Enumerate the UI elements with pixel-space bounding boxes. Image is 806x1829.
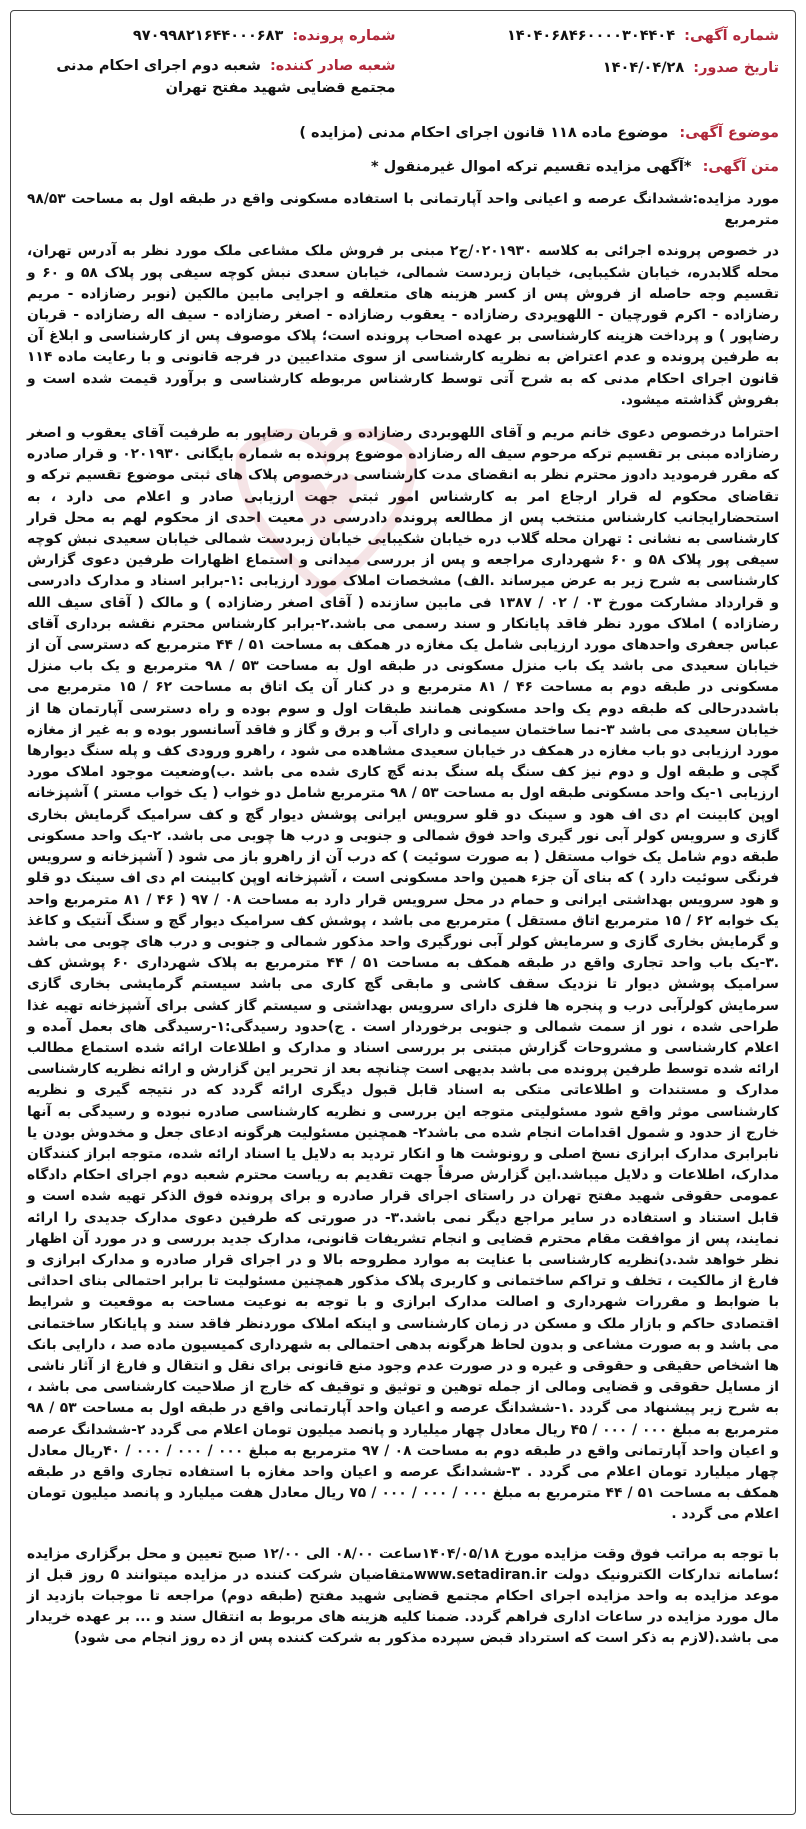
header-right-col [411,23,779,81]
file-number-value: ۹۷۰۹۹۸۲۱۶۴۴۰۰۰۶۸۳ [132,28,284,44]
paragraph-expert-report: احتراما درخصوص دعوی خانم مریم و آقای اللهوبردی رضازاده و قربان رضاپور به طرفیت آقای یعقوب و اصغر رضازاده مبنی بر تقسیم ترکه مرحوم سیف اله رضازاده موضوع پرونده به شماره بایگانی ۰۲۰۱۹۳۰ و قرار صادره که مقرر فرمودید دادوز محترم نظر به انقضای مدت کارشناسی درخصوص پلاک های ثبتی موضوع تقسیم ترکه و تقاضای محکوم له قرار ارجاع امر به کارشناس امور ثبتی جهت ارزیابی صادر و اعلام می دارد ، به استحضارایجانب کارشناس منتخب پس از مطالعه پرونده دادرسی در معیت احدی از محکوم لهم به محل قرار کارشناسی به نشانی : تهران محله گلاب دره خیابان شکیبایی خیابان زبردست شمالی خیابان سعیدی نبش کوچه سیفی پور پلاک ۵۸ و ۶۰ شهرداری مراجعه و پس از بررسی میدانی و استماع اظهارات طرفین دعوی گزارش کارشناسی به شرح زیر به عرض میرساند .الف) مشخصات املاک مورد ارزیابی :۱-برابر اسناد و مدارک دادرسی و قرارداد مشارکت مورخ ۰۳ / ۰۲ / ۱۳۸۷ فی مابین سازنده ( آقای اصغر رضازاده ) و مالک ( آقای سیف الله رضازاده ) املاک مورد نظر فاقد پایانکار و سند رسمی می باشد.۲-برابر کارشناس محترم نقشه برداری آقای عباس جعفری واحدهای مورد ارزیابی شامل یک مغازه در همکف به مساحت ۵۱ / ۴۴ مترمربع که دسترسی آن از خیابان سعیدی می باشد یک باب منزل مسکونی در طبقه اول به مساحت ۵۳ / ۹۸ مترمربع و یک باب منزل مسکونی در طبقه دوم به مساحت ۴۶ / ۸۱ مترمربع و در کنار آن یک اتاق به مساحت ۶۲ / ۱۵ مترمربع می باشددرحالی که طبقه دوم یک واحد مسکونی همانند طبقات اول و سوم بوده و راه دسترسی آپارتمان ها از خیابان سعیدی می باشد ۳-نما ساختمان سیمانی و دارای آب و برق و گاز و فاقد آسانسور بوده و به غیر از مغازه مورد ارزیابی دو باب مغازه در همکف در خیابان سعیدی مشاهده می شود ، راهرو ورودی کف و پله سنگ دیوارها گچی و طبقه اول و دوم نیز کف سنگ پله سنگ بدنه گچ کاری شده می باشد .ب)وضعیت موجود املاک مورد ارزیابی ۱-یک واحد مسکونی طبقه اول به مساحت ۵۳ / ۹۸ مترمربع شامل دو خواب ( یک خواب مستر ) آشپزخانه اوپن کابینت ام دی اف هود و سینک دو قلو سرویس ایرانی پوشش دیوار گچ و کف سرامیک گرمایش بخاری گازی و سرویس کولر آبی نور گیری واحد فوق شمالی و جنوبی و درب ها چوبی می باشد. ۲-یک واحد مسکونی طبقه دوم شامل یک خواب مستقل ( به صورت سوئیت ) که درب آن از راهرو باز می شود ( آشپزخانه و سرویس فرنگی سوئیت دارد ) که بنای آن جزء همین واحد مسکونی است ، آشپزخانه اوپن کابینت ام دی اف سینک دو قلو و هود سرویس بهداشتی ایرانی و حمام در محل سرویس قرار دارد به مساحت ۰۸ / ۹۷ ( ۴۶ / ۸۱ مترمربع واحد یک خوابه ۶۲ / ۱۵ مترمربع اتاق مستقل ) مترمربع می باشد ، پوشش کف سرامیک دیوار گچ و سنگ آنتیک و کاغذ و گرمایش بخاری گازی و سرمایش کولر آبی نورگیری واحد مذکور شمالی و جنوبی و درب های چوبی می باشد .۳-یک باب واحد تجاری واقع در طبقه همکف به مساحت ۵۱ / ۴۴ مترمربع به پلاک شهرداری ۶۰ پوشش کف سرامیک پوشش دیوار تا نزدیک سقف کاشی و مابقی گچ کاری می باشد سیستم گرمایشی بخاری گازی سرمایش کولرآبی درب و پنجره ها فلزی دارای سرویس بهداشتی و سیستم گاز کشی برای آشپزخانه تهیه غذا طراحی شده ، نور از سمت شمالی و جنوبی برخوردار است . ج)حدود رسیدگی:۱-رسیدگی های بعمل آمده و اعلام کارشناسی و مشروحات گزارش مبتنی بر بررسی اسناد و مدارک و اطلاعات ارائه شده استماع مطالب ارائه شده توسط طرفین پرونده می باشد بدیهی است چنانچه بعد از تحریر این گزارش و ارائه نظریه کارشناسی مدارک و مستندات و اطلاعاتی متکی به اسناد قابل قبول دیگری ارائه گردد که در نتیجه گیری و نظریه کارشناسی موثر واقع شود مسئولیتی متوجه این بررسی و نظریه کارشناسی صادره نبوده و رسیدگی به آنها خارج از حدود و شمول اقدامات انجام شده می باشد۲- همچنین مسئولیت هرگونه ادعای جعل و مخدوش بودن یا نابرابری مدارک ابرازی نسخ اصلی و رونوشت ها و انکار تردید به دلایل یا اسناد ارائه شده، متوجه ابراز کنندگان مدارک، اطلاعات و دلایل میباشد.این گزارش صرفاً جهت تقدیم به ریاست محترم شعبه دوم اجرای احکام دادگاه عمومی حقوقی شهید مفتح تهران در راستای اجرای قرار صادره و برای پرونده فوق الذکر تهیه شده است و قابل استناد و استفاده در سایر مراجع دیگر نمی باشد.۳- در صورتی که طرفین دعوی مدارک جدیدی را ارائه نمایند، پس از موافقت مقام محترم قضایی و انجام تشریفات قانونی، مدارک جدید بررسی و در مورد آن اظهار نظر خواهد شد.د)نظریه کارشناسی با عنایت به موارد مطروحه بالا و در اجرای قرار صادره و مدارک ابرازی و فارغ از مالکیت ، تخلف و تراکم ساختمانی و کاربری پلاک مذکور همچنین مسئولیت تا برابر احتمالی بنای احداثی با ضوابط و مقررات شهرداری و اصالت مدارک ابرازی و با توجه به نوعیت مساحت به موقعیت و شرایط اقتصادی حاکم و بازار ملک و مسکن در زمان کارشناسی و اینکه املاک موردنظر فاقد سند و پایانکار ساختمانی می باشد و به صورت مشاعی و بدون لحاظ هرگونه بدهی احتمالی به شهرداری کمیسیون ماده صد ، دارایی بانک ها اشخاص حقیقی و حقوقی و غیره و در صورت عدم وجود منع قانونی برای نقل و انتقال و فارغ از آثار ناشی از مسایل حقوقی و قضایی ومالی از جمله توهین و توثیق و توقیف که خارج از صلاحیت کارشناسی می باشد ، به شرح زیر پیشنهاد می گردد .۱-ششدانگ عرصه و اعیان واحد آپارتمانی واقع در طبقه اول به مساحت ۵۳ / ۹۸ مترمربع به مبلغ ۰۰۰ / ۰۰۰ / ۴۵ ریال معادل چهار میلیارد و پانصد میلیون تومان اعلام می گردد ۲-ششدانگ عرصه و اعیان واحد آپارتمانی واقع در طبقه دوم به مساحت ۰۸ / ۹۷ مترمربع به مبلغ ۰۰۰ / ۰۰۰ / ۰۰۰ / ۴۰ریال معادل چهار میلیارد تومان اعلام می گردد . ۳-ششدانگ عرصه و اعیان واحد مغازه با استفاده تجاری واقع در طبقه همکف به مساحت ۵۱ / ۴۴ مترمربع به مبلغ ۰۰۰ / ۰۰۰ / ۰۰۰ / ۷۵ ریال معادل هفت میلیارد و پانصد میلیون تومان اعلام می گردد . [27,425,780,1523]
ad-number-value: ۱۴۰۴۰۶۸۴۶۰۰۰۰۳۰۴۴۰۴ [506,28,676,44]
ad-text-title-row [27,155,779,179]
issuer-label: شعبه صادر کننده: [269,58,396,74]
header-meta [27,23,779,99]
ad-text-label: متن آگهی: [702,159,779,175]
issue-date-row [411,55,779,81]
ad-text-title: *آگهی مزایده تقسیم ترکه اموال غیرمنقول * [370,159,692,175]
ad-number-row [411,23,779,49]
file-number-row [27,23,395,49]
issuer-row [27,55,395,99]
paragraph-auction-details: با توجه به مراتب فوق وقت مزایده مورخ ۱۴۰۴/۰۵/۱۸ساعت ۰۸/۰۰ الی ۱۲/۰۰ صبح تعیین و محل برگزاری مزایده ؛سامانه تدارکات الکترونیک دولت www.setadiran.irمتقاضیان شرکت کننده در مزایده میتوانند ۵ روز قبل از موعد مزایده به واحد مزایده اجرای احکام مجتمع قضایی شهید مفتح (طبقه دوم) مراجعه تا موجبات بازدید از مال مورد مزایده در ساعات اداری فراهم گردد. ضمنا کلیه هزینه های مربوط به انتقال سند و ... بر عهده خریدار می باشد.(لازم به ذکر است که استرداد قبض سپرده مذکور به شرکت کننده پس از ده روز انجام می شود) [27,1545,779,1647]
issuer-value: شعبه دوم اجرای احکام مدنی مجتمع قضایی شهید مفتح تهران [56,58,396,96]
auction-subject: مورد مزایده:ششدانگ عرصه و اعیانی واحد آپارتمانی با استفاده مسکونی واقع در طبقه اول به مساحت ۹۸/۵۳ مترمربع [27,191,779,229]
notice-frame [10,10,796,1815]
file-number-label: شماره پرونده: [292,28,396,44]
ad-subject-row [27,121,779,145]
header-left-col [27,23,395,99]
ad-body [27,189,779,1650]
paragraph-case-intro: در خصوص پرونده اجرائی به کلاسه ۰۲۰۱۹۳۰/ج۲ مبنی بر فروش ملک مشاعی ملک مورد نظر به آدرس تهران، محله گلابدره، خیابان شکیبایی، خیابان زبردست شمالی، خیابان سعدی نبش کوچه سیفی پور پلاک ۵۸ و ۶۰ و تقسیم وجه حاصله از فروش پس از کسر هزینه های متعلقه و اجرایی مابین مالکین (نوبر رضازاده - مریم رضازاده - اکرم قورچیان - اللهویردی رضازاده - یعقوب رضازاده - اصغر رضازاده - سیف اله رضازاده - قربان رضاپور ) و پرداخت هزینه کارشناسی بر عهده اصحاب پرونده است؛ پلاک موصوف پس از کارشناسی و ابلاغ آن به طرفین پرونده و عدم اعتراض به نظریه کارشناسی از سوی متداعیین در فرجه قانونی و با رعایت ماده ۱۱۴ قانون اجرای احکام مدنی که به شرح آتی توسط کارشناس مربوطه کارشناسی و برآورد قیمت شده است و بفروش گذاشته میشود. [27,243,779,408]
issue-date-label: تاریخ صدور: [693,60,779,76]
ad-number-label: شماره آگهی: [684,28,779,44]
ad-subject-label: موضوع آگهی: [679,125,779,141]
issue-date-value: ۱۴۰۴/۰۴/۲۸ [602,60,685,76]
ad-subject-value: موضوع ماده ۱۱۸ قانون اجرای احکام مدنی (مزایده ) [299,125,669,141]
